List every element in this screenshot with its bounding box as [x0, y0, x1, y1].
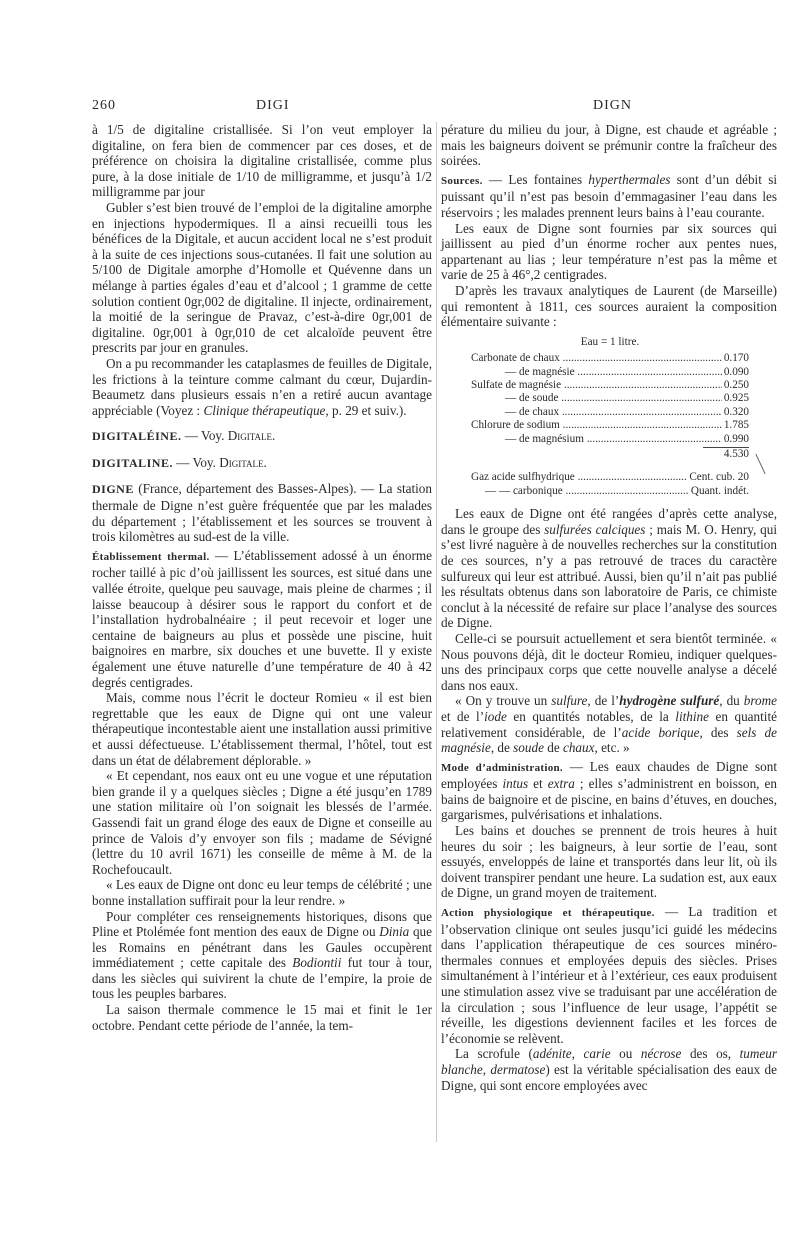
paragraph: Les eaux de Digne ont été rangées d’après cette analyse, dans le groupe des sulfurées calciques ; mais M. O. Henry, qui s’est livré naguère à de nouvelles recherches sur la constitution de ces sources, n’y a pas retrouvé de traces du caractère sulfureux qui leur est attribué. Aussi, bien qu’il n’ait pas publié les résultats obtenus dans son laboratoire de Paris, ce chimiste conclut à la nécessité de refaire sur place l’analyse des sources de Digne.	[441, 506, 778, 631]
paragraph: Celle-ci se poursuit actuellement et sera bientôt terminée. « Nous pouvons déjà, dit le docteur Romieu, indiquer quelques-uns des principaux corps que cette nouvelle analyse a décelé dans nos eaux.	[441, 630, 777, 693]
entry-digitaline: DIGITALINE. — Voy. Digitale.	[92, 454, 267, 470]
left-column	[92, 122, 432, 1033]
paragraph: « Et cependant, nos eaux ont eu une vogue et une réputation bien grande il y a quelques siècles ; Digne a été jusqu’en 1789 une station militaire où l’on soignait les blessés de l’armée. Gassendi fait un grand éloge des eaux de Digne et conseille au prince de Valois d’y envoyer son fils ; madame de Sévigné (lettre du 10 avril 1671) les conseille de même à M. de la Rochefoucault.	[92, 768, 432, 877]
entry-term: DIGITALÉINE.	[92, 429, 182, 444]
table-row: — de chaux ..... 0.320	[471, 406, 749, 419]
paragraph: On a pu recommander les cataplasmes de feuilles de Digitale, les frictions à la teinture comme calmant du cœur, Dujardin-Beaumetz dans plusieurs essais n’en a retiré aucun avantage appréciable (Voyez : Clinique thérapeutique, p. 29 et suiv.).	[92, 355, 432, 418]
table-row: Sulfate de magnésie ..... 0.250	[471, 379, 749, 392]
paragraph: Gubler s’est bien trouvé de l’emploi de la digitaline amorphe en injections hypodermiques. Il a ainsi recueilli tous les bénéfices de la Digitale, et aucun accident local ne s’est produit à la suite de ces injections sous-cutanées. Il fait une solution au 5/100 de Digitale amorphe d’Homolle et Quévenne dans un mélange à parties égales d’eau et d’alcool ; 1 gramme de cette solution contient 0gr,002 de digitaline. Il injecte, ordinairement, la moitié de la seringue de Pravaz, c’est-à-dire 0gr,001 de digitaline. 0gr,001 à 0gr,010 de cet alcaloïde peuvent être prescrits par jour en granules.	[92, 199, 432, 356]
table-row: Chlorure de sodium ..... 1.785	[471, 419, 749, 432]
run-in-heading: Action physiologique et thérapeutique.	[441, 907, 655, 920]
table-row: — de magnésium ..... 0.990	[471, 433, 749, 446]
section-sources: Sources. — Les fontaines hyperthermales sont d’un débit si puissant qu’il n’est pas besoin d’emmagasiner l’eau dans les réservoirs ; les malades prennent leurs bains à l’eau courante.	[441, 171, 777, 220]
entry-digne: DIGNE (France, département des Basses-Alpes). — La station thermale de Digne n’est guère fréquentée que par les malades du département ; l’établissement et les sources se trouvent à trois kilomètres au sud-est de la ville.	[92, 481, 432, 545]
left-running-head: DIGI	[256, 98, 290, 113]
paragraph: Pour compléter ces renseignements historiques, disons que Pline et Ptolémée font mention des eaux de Digne ou Dinia que les Romains en pénétrant dans les Gaules occupèrent immédiatement ; cette capitale des Bodiontii fut tour à tour, dans les siècles qui suivirent la chute de l’empire, la proie de tous les peuples barbares.	[92, 908, 432, 1002]
section-etablissement: Établissement thermal. — L’établissement adossé à un énorme rocher taillé à pic d’où jaillissent les sources, est situé dans une vallée étroite, quelque peu sauvage, mais pleine de charmes ; il laisse beaucoup à désirer sous le rapport du confort et de l’installation hydrobalnéaire ; il peut recevoir et loger une centaine de baigneurs au plus et possède une piscine, huit baignoires en marbre, six douches et une buvette. Il y existe également une étuve naturelle d’une température de 40 à 42 degrés centigrades.	[92, 547, 432, 690]
cross-reference: Digitale.	[227, 428, 276, 444]
run-in-heading: Mode d’administration.	[441, 761, 563, 774]
analysis-table	[471, 336, 749, 498]
run-in-heading: Sources.	[441, 174, 483, 187]
table-row: — de soude ..... 0.925	[471, 392, 749, 405]
paragraph: Les bains et douches se prennent de trois heures à huit heures du soir ; les baigneurs, à leur sortie de l’eau, sont essuyés, enveloppés de laine et transportés dans leur lit, où ils doivent transpirer pendant une heure. La sudation est, aux eaux de Digne, un grand moyen de traitement.	[441, 823, 777, 901]
paragraph: La scrofule (adénite, carie ou nécrose des os, tumeur blanche, dermatose) est la véritable spécialisation des eaux de Digne, qui sont encore employées avec	[441, 1046, 778, 1093]
paragraph: La saison thermale commence le 15 mai et finit le 1er octobre. Pendant cette période de l’année, la tem-	[92, 1002, 432, 1033]
table-row: Carbonate de chaux ..... 0.170	[471, 352, 749, 365]
column-divider	[436, 122, 437, 1142]
entry-term: DIGITALINE.	[92, 455, 173, 470]
table-total: 4.530	[703, 447, 749, 461]
paragraph: à 1/5 de digitaline cristallisée. Si l’on veut employer la digitaline, on fera bien de commencer par ces doses, et de préférence on choisira la digitaline cristallisée, comme plus pure, à la dose initiale de 1/10 de milligramme, et jusqu’à 1/2 milligramme par jour	[92, 122, 432, 200]
entry-digitaleine: DIGITALÉINE. — Voy. Digitale.	[92, 428, 276, 444]
cross-reference: Digitale.	[219, 454, 267, 470]
paragraph: Mais, comme nous l’écrit le docteur Romieu « il est bien regrettable que les eaux de Digne qui ont une valeur thérapeutique incontestable aient une installation aussi primitive et aussi défectueuse. L’établissement thermal, l’hôtel, tout est dans un état de délabrement déplorable. »	[92, 690, 432, 768]
table-row: — — carbonique ..... Quant. indét.	[471, 485, 749, 498]
section-mode-administration: Mode d’administration. — Les eaux chaudes de Digne sont employées intus et extra ; elles s’administrent en boisson, en bains de baignoire et de piscine, en bains d’étuves, en douches, gargarismes, pulvérisations et inhalations.	[441, 758, 777, 823]
section-action-therapeutique: Action physiologique et thérapeutique. — La tradition et l’observation clinique ont seules jusqu’ici guidé les médecins dans l’application thérapeutique de ces sources minéro-thermales connues et employées depuis des siècles. Prises simultanément à l’intérieur et à l’extérieur, ces eaux produisent une stimulation assez vive se traduisant par une accélération de la circulation ; sous l’influence de leur usage, l’appétit se réveille, les digestions deviennent faciles et les forces de l’économie se relèvent.	[441, 904, 778, 1046]
paragraph: D’après les travaux analytiques de Laurent (de Marseille) qui remontent à 1811, ces sources auraient la composition élémentaire suivante :	[441, 282, 777, 330]
table-row: — de magnésie ..... 0.090	[471, 366, 749, 379]
run-in-heading: Établissement thermal.	[92, 550, 210, 563]
paragraph: « On y trouve un sulfure, de l’hydrogène sulfuré, du brome et de l’iode en quantités notables, de la lithine en quantité relativement considérable, de l’acide borique, des sels de magnésie, de soude de chaux, etc. »	[441, 693, 777, 756]
page-number: 260	[92, 98, 116, 113]
right-running-head: DIGN	[593, 98, 632, 113]
right-column	[441, 122, 777, 1093]
paragraph: Les eaux de Digne sont fournies par six sources qui jaillissent au pied d’un énorme rocher aux pentes nues, appartenant au lias ; leur température n’est pas la même et varie de 25 à 46°,2 centigrades.	[441, 220, 777, 283]
paragraph: « Les eaux de Digne ont donc eu leur temps de célébrité ; une bonne installation suffirait pour la leur rendre. »	[92, 877, 432, 908]
table-caption: Eau = 1 litre.	[580, 335, 640, 348]
paragraph: pérature du milieu du jour, à Digne, est chaude et agréable ; mais les baigneurs doivent se prémunir contre la fraîcheur des soirées.	[441, 122, 777, 169]
entry-term: DIGNE	[92, 482, 134, 497]
table-row: Gaz acide sulfhydrique ..... Cent. cub. 20	[471, 471, 749, 484]
